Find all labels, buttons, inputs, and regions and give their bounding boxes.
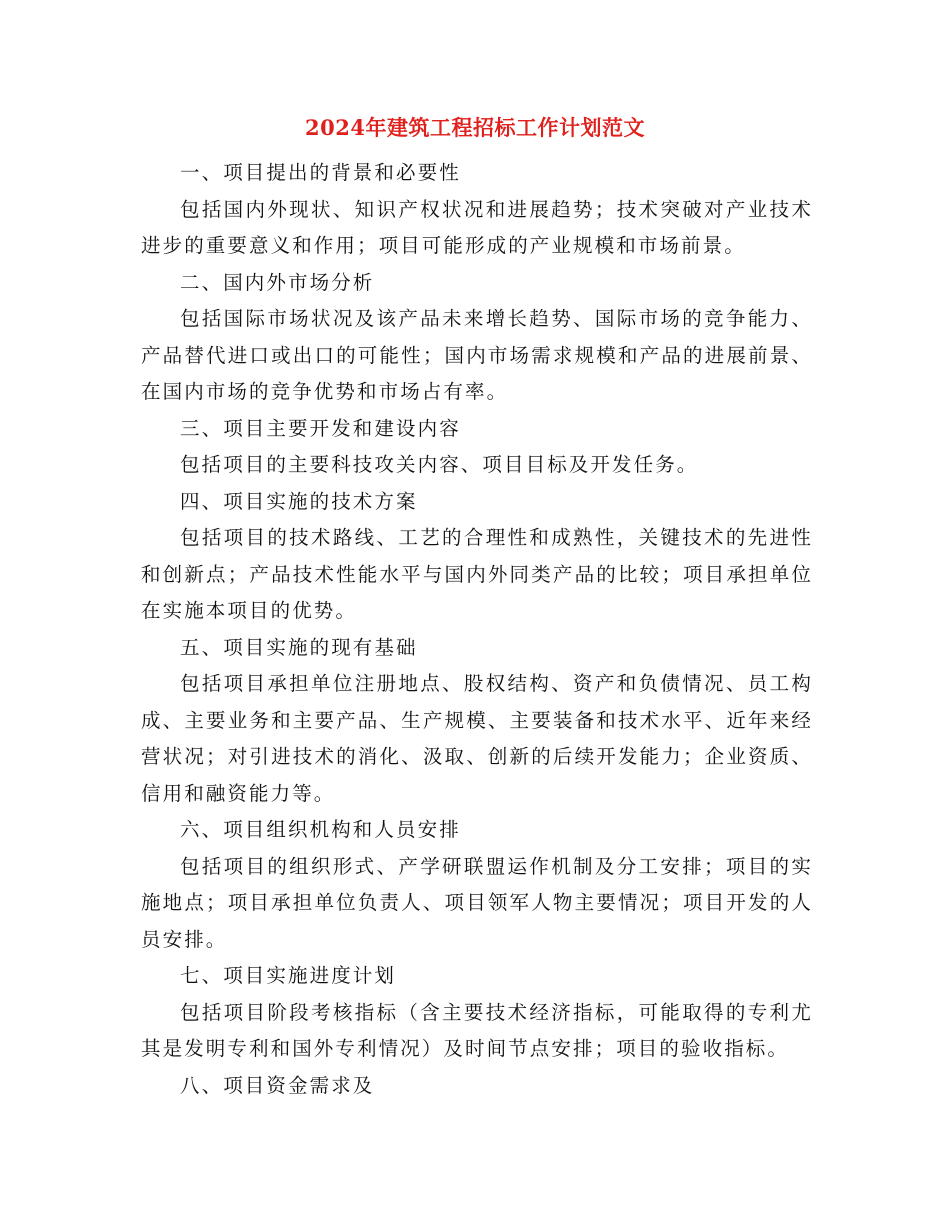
document-title: 2024年建筑工程招标工作计划范文 bbox=[305, 115, 645, 140]
paragraph: 包括项目的主要科技攻关内容、项目目标及开发任务。 bbox=[180, 453, 699, 476]
section-heading: 四、项目实施的技术方案 bbox=[180, 489, 418, 513]
paragraph: 包括项目承担单位注册地点、股权结构、资产和负债情况、员工构成、主要业务和主要产品、生产规模、主要装备和技术水平、近年来经营状况；对引进技术的消化、汲取、创新的后续开发能力；企业资质、信用和融资能力等。 bbox=[141, 672, 813, 805]
paragraph: 包括国际市场状况及该产品未来增长趋势、国际市场的竞争能力、产品替代进口或出口的可能性；国内市场需求规模和产品的进展前景、在国内市场的竞争优势和市场占有率。 bbox=[141, 307, 813, 403]
section-heading: 八、项目资金需求及 bbox=[180, 1073, 375, 1097]
document-body bbox=[141, 155, 813, 1104]
section-heading: 一、项目提出的背景和必要性 bbox=[180, 161, 461, 184]
section-heading: 五、项目实施的现有基础 bbox=[180, 635, 418, 659]
paragraph: 包括项目的组织形式、产学研联盟运作机制及分工安排；项目的实施地点；项目承担单位负责人、项目领军人物主要情况；项目开发的人员安排。 bbox=[141, 854, 813, 951]
paragraph: 包括项目阶段考核指标（含主要技术经济指标，可能取得的专利尤其是发明专利和国外专利情况）及时间节点安排；项目的验收指标。 bbox=[141, 1000, 813, 1060]
section-heading: 七、项目实施进度计划 bbox=[180, 964, 397, 987]
section-heading: 三、项目主要开发和建设内容 bbox=[180, 416, 461, 440]
paragraph: 包括国内外现状、知识产权状况和进展趋势；技术突破对产业技术进步的重要意义和作用；项目可能形成的产业规模和市场前景。 bbox=[141, 197, 813, 257]
section-heading: 二、国内外市场分析 bbox=[180, 270, 375, 294]
paragraph: 包括项目的技术路线、工艺的合理性和成熟性，关键技术的先进性和创新点；产品技术性能水平与国内外同类产品的比较；项目承担单位在实施本项目的优势。 bbox=[141, 526, 813, 622]
section-heading: 六、项目组织机构和人员安排 bbox=[180, 818, 461, 841]
